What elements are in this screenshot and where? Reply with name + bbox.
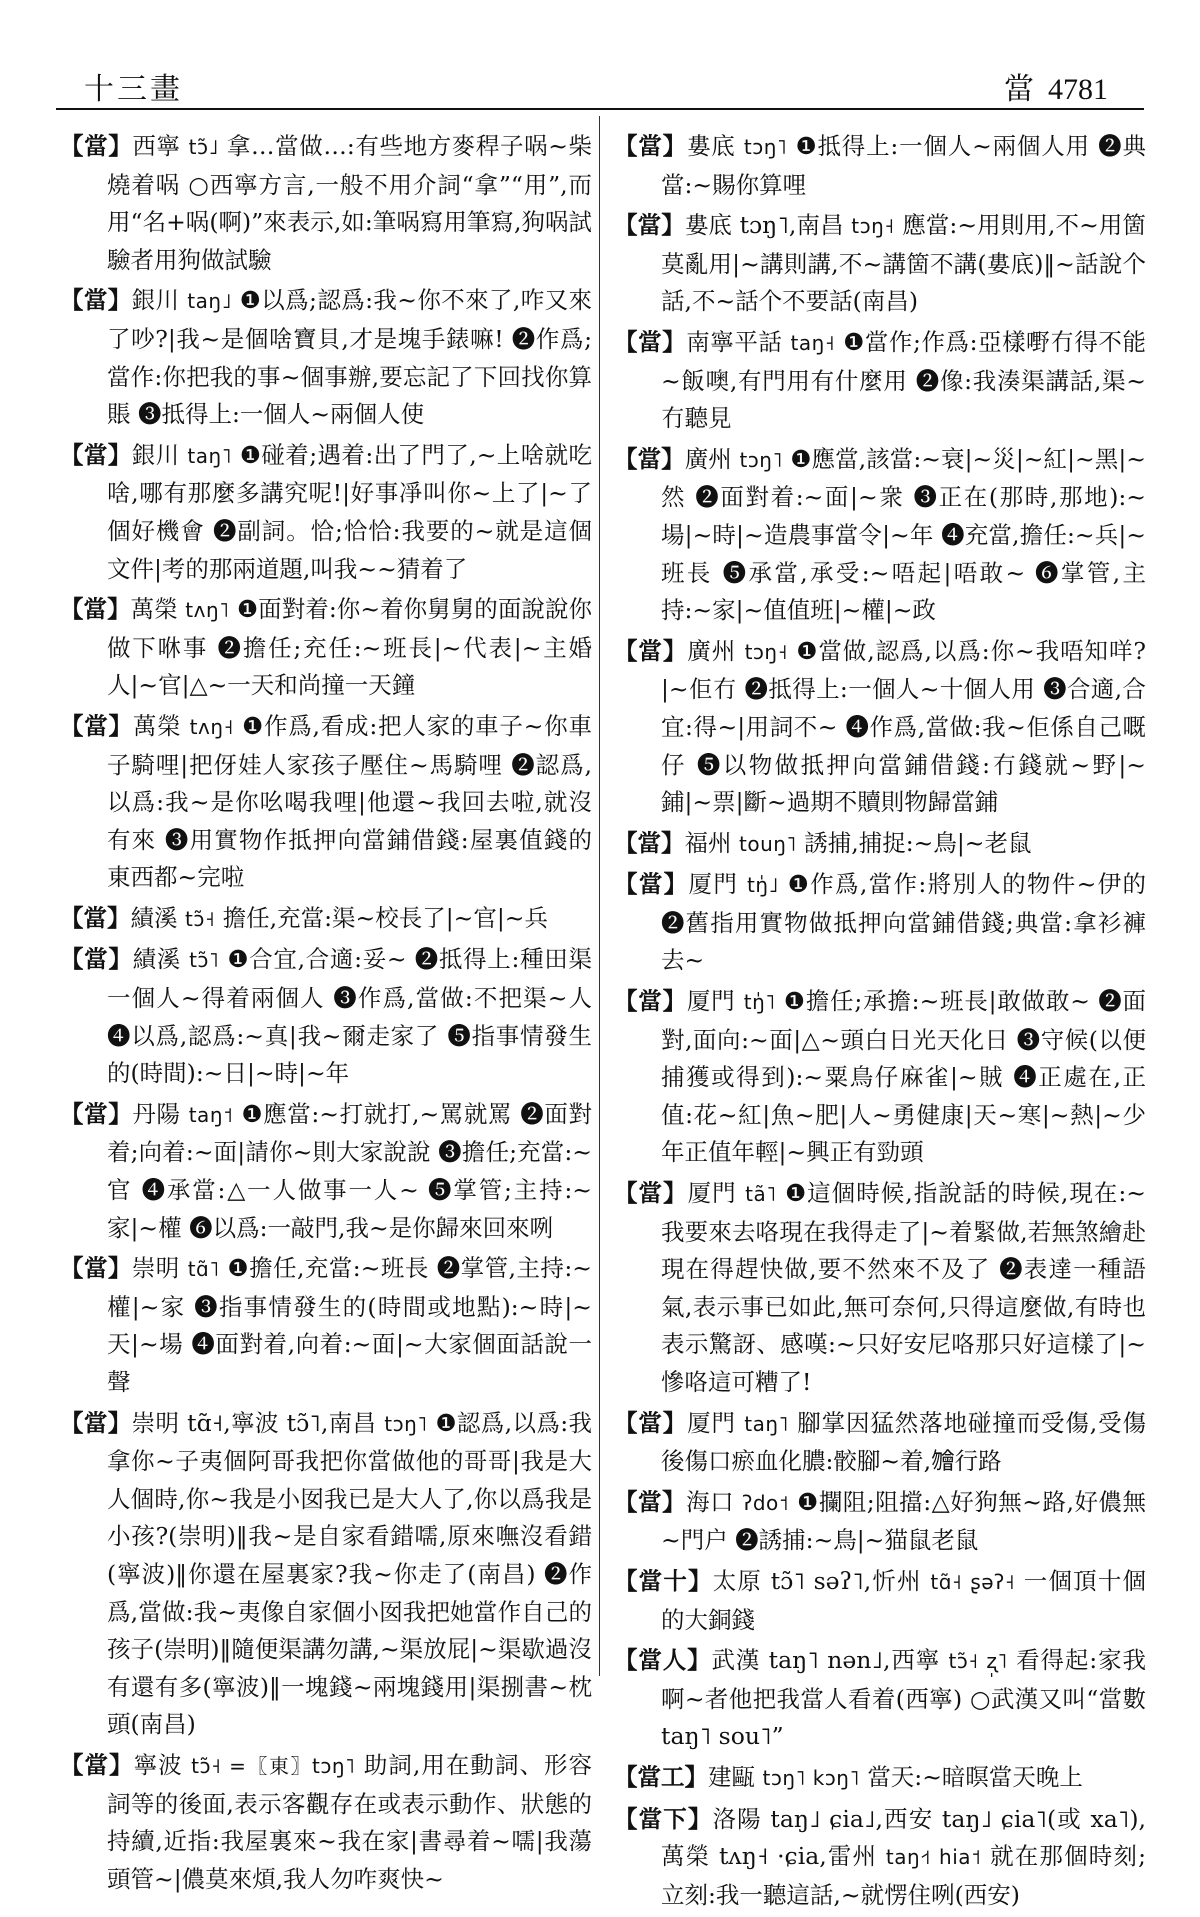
dictionary-entry [614, 866, 1146, 980]
dictionary-entry [60, 1096, 592, 1247]
entry-pronunciation: tʌŋ˧ [189, 714, 234, 739]
entry-headword: 【當工】 [614, 1762, 708, 1791]
entry-dialect-location: 寧波 [133, 1750, 183, 1779]
entry-pronunciation: tɔ̃˧ =〖東〗tɔŋ˥ [191, 1753, 356, 1778]
page-number: 4781 [1048, 73, 1108, 106]
entry-headword: 【當】 [614, 1179, 688, 1208]
entry-headword: 【當】 [614, 1487, 687, 1516]
entry-pronunciation: touŋ˥ [738, 831, 797, 856]
entry-headword: 【當】 [60, 1408, 132, 1437]
entry-definition: 當天:~暗暝當天晚上 [867, 1762, 1083, 1791]
entry-pronunciation: tɔŋ˥ [743, 135, 788, 159]
entry-definition: ❶以爲;認爲:我~你不來了,咋又來了吵?|我~是個啥寶貝,才是塊手錶嘛! ❷作爲;當作:你把我的事~個事辦,要忘記了下回找你算賬 ❸抵得上:一個人~兩個人使 [107, 286, 593, 429]
entry-pronunciation: tɔ̃˧ [184, 906, 216, 931]
entry-pronunciation: tɑ̃˧ ʂəʔ˧ [930, 1569, 1016, 1594]
entry-pronunciation: taŋ˧ [790, 330, 836, 355]
entry-headword: 【當】 [60, 945, 133, 974]
entry-dialect-location: 南寧平話 [686, 327, 783, 356]
entry-definition: 拿…當做…:有些地方麥稈子㖞~柴燒着㖞 ○西寧方言,一般不用介詞“拿”“用”,而用“名+㖞(啊)”來表示,如:筆㖞寫用筆寫,狗㖞試驗者用狗做試驗 [107, 132, 592, 274]
entry-headword: 【當】 [614, 636, 688, 665]
dictionary-entry [614, 128, 1146, 204]
entry-dialect-location: 武漢 taŋ˥ nən˩,西寧 [711, 1646, 941, 1675]
entry-pronunciation: taŋ˦ [188, 1102, 234, 1127]
page-header [56, 62, 1144, 110]
entry-dialect-location: 萬榮 [130, 595, 178, 624]
entry-pronunciation: tŋ̍˩ [747, 873, 779, 898]
entry-headword: 【當】 [60, 903, 131, 932]
entry-headword: 【當】 [614, 211, 685, 240]
entry-definition: 擔任,充當:渠~校長了|~官|~兵 [222, 903, 548, 932]
entry-dialect-location: 海口 [686, 1487, 735, 1516]
entry-definition: ❶面對着:你~着你舅舅的面說說你做下咻事 ❷擔任;充任:~班長|~代表|~主婚人|~官|△~一天和尚撞一天鐘 [107, 595, 592, 700]
entry-dialect-location: 婁底 tɔŋ˥,南昌 [684, 211, 844, 240]
entry-dialect-location: 丹陽 [132, 1099, 181, 1128]
entry-pronunciation: taŋ˥ [744, 1411, 789, 1436]
dictionary-entry [60, 900, 592, 939]
entry-definition: ❶擔任,充當:~班長 ❷掌管,主持:~權|~家 ❸指事情發生的(時間或地點):~時|~天|~場 ❹面對着,向着:~面|~大家個面話說一聲 [107, 1254, 592, 1396]
entry-headword: 【當】 [614, 327, 687, 356]
entry-pronunciation: tã˥ [745, 1182, 777, 1207]
dictionary-entry [614, 1405, 1146, 1481]
header-character: 當 [1004, 72, 1034, 107]
dictionary-entry [614, 1484, 1146, 1560]
dictionary-entry [60, 591, 592, 705]
entry-pronunciation: tɔŋ˧ [744, 639, 788, 664]
entry-pronunciation: tɑ̃˥ [187, 1257, 220, 1282]
entry-dialect-location: 厦門 [686, 987, 736, 1016]
dictionary-entry [60, 941, 592, 1092]
entry-dialect-location: 萬榮 [132, 711, 182, 740]
dictionary-entry [60, 1405, 592, 1744]
entry-dialect-location: 崇明 tɑ̃˧,寧波 tɔ̃˥,南昌 [131, 1408, 377, 1437]
entry-definition: ❶應當,該當:~衰|~災|~紅|~黑|~然 ❷面對着:~面|~衆 ❸正在(那時,那地):~場|~時|~造農事當令|~年 ❹充當,擔任:~兵|~班長 ❺承當,承受:~唔起|唔敢~ ❻掌管,主持:~家|~值值班|~權|~政 [661, 444, 1146, 625]
dictionary-entry [60, 282, 592, 433]
dictionary-entry [614, 207, 1146, 321]
entry-dialect-location: 績溪 [130, 903, 178, 932]
entry-dialect-location: 銀川 [131, 440, 180, 469]
entry-headword: 【當】 [614, 1408, 688, 1437]
entry-dialect-location: 績溪 [132, 945, 181, 974]
entry-dialect-location: 崇明 [131, 1254, 180, 1283]
entry-headword: 【當人】 [614, 1646, 712, 1675]
entry-definition: 腳掌因猛然落地碰撞而受傷,受傷後傷口瘀血化膿:骹腳~着,𣍐行路 [661, 1408, 1147, 1476]
entry-headword: 【當】 [60, 1254, 132, 1283]
entry-headword: 【當】 [614, 132, 687, 160]
entry-pronunciation: tɔŋ˥ [739, 447, 783, 472]
left-column [60, 128, 592, 1901]
dictionary-entry [614, 1175, 1146, 1402]
entry-dialect-location: 建甌 [708, 1762, 755, 1791]
entry-definition: ❶應當:~打就打,~罵就罵 ❷面對着;向着:~面|請你~則大家說說 ❸擔任;充當:~官 ❹承當:△一人做事一人~ ❺掌管;主持:~家|~權 ❻以爲:一敲門,我~是你歸來回來咧 [107, 1099, 592, 1242]
dictionary-entry [614, 825, 1146, 864]
entry-pronunciation: tʌŋ˥ [185, 598, 230, 623]
entry-headword: 【當】 [60, 711, 133, 740]
entry-definition: ❶這個時候,指說話的時候,現在:~我要來去咯現在我得走了|~着緊做,若無煞繪赴現在得趕快做,要不然來不及了 ❷表達一種語氣,表示事已如此,無可奈何,只得這麼做,有時也表示驚訝、感嘆:~只好安尼咯那只好這樣了|~慘咯這可糟了! [661, 1179, 1146, 1396]
dictionary-entry [614, 1801, 1146, 1915]
stroke-count-section-label: 十三畫 [84, 72, 183, 107]
entry-pronunciation: tɔ̃˧ ʐ̩˥ [948, 1649, 1008, 1674]
entry-definition: ❶作爲,當作:將別人的物件~伊的 ❷舊指用實物做抵押向當鋪借錢;典當:拿衫褲去~ [661, 870, 1146, 975]
entry-headword: 【當】 [60, 440, 132, 469]
entry-definition: ❶認爲,以爲:我拿你~子夷個阿哥我把你當做他的哥哥|我是大人個時,你~我是小囡我已是大人了,你以爲我是小孩?(崇明)‖我~是自家看錯嚅,原來嘸沒看錯(寧波)‖你還在屋裏家?我~你走了(南昌) ❷作爲,當做:我~夷像自家個小囡我把她當作自己的孩子(崇明)‖隨便渠講勿講,~渠放屁|~渠歇過沒有還有多(寧波)‖一塊錢~兩塊錢用|渠捌書~枕頭(南昌) [107, 1408, 592, 1739]
entry-headword: 【當】 [614, 870, 689, 899]
entry-dialect-location: 銀川 [131, 286, 180, 315]
entry-dialect-location: 厦門 [687, 1408, 736, 1437]
entry-pronunciation: ʔdo˦ [742, 1490, 790, 1515]
dictionary-entry [60, 437, 592, 588]
entry-headword: 【當十】 [614, 1566, 713, 1595]
dictionary-entry [60, 1250, 592, 1401]
entry-headword: 【當】 [60, 1099, 133, 1128]
entry-headword: 【當】 [60, 132, 133, 160]
entry-dialect-location: 福州 [684, 828, 732, 857]
entry-pronunciation: tŋ̍˥ [743, 990, 776, 1015]
entry-pronunciation: tɔŋ˥ [384, 1411, 428, 1436]
dictionary-entry [60, 1747, 592, 1898]
entry-definition: ❶當做,認爲,以爲:你~我唔知咩?|~佢冇 ❷抵得上:一個人~十個人用 ❸合適,合宜:得~|用詞不~ ❹作爲,當做:我~佢係自己嘅仔 ❺以物做抵押向當鋪借錢:冇錢就~野|~鋪|~票|斷~過期不贖則物歸當鋪 [661, 636, 1146, 817]
entry-headword: 【當】 [614, 444, 685, 473]
entry-dialect-location: 厦門 [687, 1179, 737, 1208]
entry-pronunciation: taŋ˩ [187, 289, 232, 314]
entry-dialect-location: 廣州 [684, 444, 732, 473]
entry-pronunciation: taŋ˧˦ hia˦ [885, 1845, 982, 1870]
dictionary-entry [60, 708, 592, 897]
column-divider [599, 116, 600, 1676]
dictionary-entry [614, 441, 1146, 630]
entry-definition: ❶當作;作爲:亞樣嘢冇得不能~飯噢,有門用有什麼用 ❷像:我湊渠講話,渠~冇聽見 [661, 327, 1146, 433]
entry-headword: 【當】 [614, 987, 687, 1016]
entry-headword: 【當下】 [614, 1804, 713, 1833]
entry-definition: 助詞,用在動詞、形容詞等的後面,表示客觀存在或表示動作、狀態的持續,近指:我屋裏來~我在家|書尋着~嚅|我蕩頭管~|儂莫來煩,我人勿咋爽快~ [107, 1750, 592, 1893]
entry-definition: ❶抵得上:一個人~兩個人用 ❷典當:~賜你算哩 [661, 132, 1146, 199]
dictionary-entry [614, 983, 1146, 1172]
right-column [614, 128, 1146, 1917]
entry-pronunciation: tɔ̃˥ [189, 948, 220, 973]
entry-definition: 一個頂十個的大銅錢 [661, 1566, 1146, 1634]
dictionary-entry [614, 633, 1146, 822]
entry-dialect-location: 廣州 [687, 636, 737, 665]
entry-pronunciation: taŋ˥ [187, 443, 233, 468]
entry-definition: 應當:~用則用,不~用箇莫亂用|~講則講,不~講箇不講(婁底)‖~話說个話,不~話个不要話(南昌) [661, 211, 1146, 316]
entry-definition: ❶碰着;遇着:出了門了,~上啥就吃啥,哪有那麼多講究呢!|好事凈叫你~上了|~了個好機會 ❷副詞。恰;恰恰:我要的~就是這個文件|考的那兩道題,叫我~~猜着了 [107, 440, 593, 583]
entry-definition: ❶合宜,合適:妥~ ❷抵得上:種田渠一個人~得着兩個人 ❸作爲,當做:不把渠~人 ❹以爲,認爲:~真|我~爾走家了 ❺指事情發生的(時間):~日|~時|~年 [107, 945, 592, 1088]
dictionary-entry [614, 1759, 1146, 1798]
entry-definition: 看得起:家我啊~者他把我當人看着(西寧) ○武漢又叫“當數 taŋ˥ sou˥” [661, 1646, 1146, 1751]
entry-pronunciation: tɔŋ˧ [851, 214, 895, 239]
entry-pronunciation: tɔŋ˥ kɔŋ˥ [762, 1765, 860, 1790]
entry-dialect-location: 厦門 [688, 870, 739, 899]
entry-headword: 【當】 [60, 595, 131, 624]
entry-dialect-location: 婁底 [686, 132, 736, 160]
entry-headword: 【當】 [60, 1750, 134, 1779]
entry-dialect-location: 西寧 [132, 132, 181, 160]
entry-definition: ❶作爲,看成:把人家的車子~你車子騎哩|把伢娃人家孩子壓住~馬騎哩 ❷認爲,以爲:我~是你吆喝我哩|他還~我回去啦,就沒有來 ❸用實物作抵押向當鋪借錢:屋裏值錢的東西都~完啦 [107, 711, 592, 892]
entry-definition: 誘捕,捕捉:~鳥|~老鼠 [804, 828, 1032, 857]
page-index [1004, 64, 1108, 108]
entry-headword: 【當】 [60, 286, 132, 315]
dictionary-entry [614, 1563, 1146, 1639]
entry-definition: ❶攔阻;阻擋:△好狗無~路,好儂無~門户 ❷誘捕:~鳥|~猫鼠老鼠 [661, 1487, 1147, 1555]
entry-definition: ❶擔任;承擔:~班長|敢做敢~ ❷面對,面向:~面|△~頭白日光天化日 ❸守候(以便捕獲或得到):~粟鳥仔麻雀|~賊 ❹正處在,正值:花~紅|魚~肥|人~勇健康|天~寒|~熱|~少年正值年輕|~興正有勁頭 [661, 987, 1146, 1167]
entry-dialect-location: 太原 tɔ̃˥ səʔ˥,忻州 [712, 1566, 922, 1595]
dictionary-entry [60, 128, 592, 279]
entry-definition: 就在那個時刻;立刻:我一聽這話,~就愣住咧(西安) [661, 1842, 1147, 1909]
entry-pronunciation: tɔ̃˩ [188, 135, 219, 159]
dictionary-entry [614, 1642, 1146, 1756]
entry-dialect-location: 洛陽 taŋ˩ ɕia˩,西安 taŋ˩ ɕia˥(或 xa˥),萬榮 tʌŋ˧ ·ɕia,雷州 [661, 1804, 1147, 1871]
dictionary-entry [614, 324, 1146, 438]
entry-headword: 【當】 [614, 828, 685, 857]
